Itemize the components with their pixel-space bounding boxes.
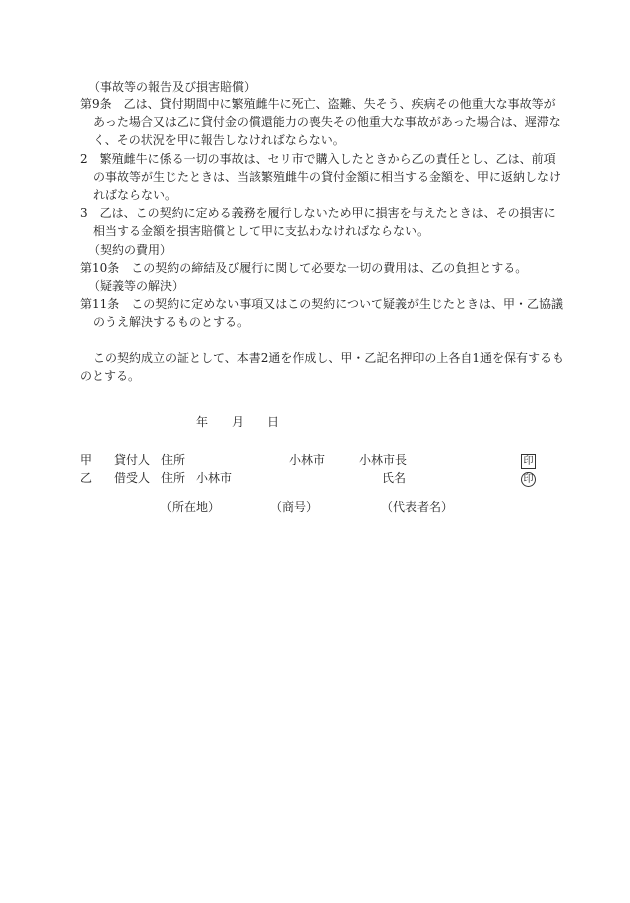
article9-line: あった場合又は乙に貸付金の償還能力の喪失その他重大な事故があった場合は、遅滞な [93, 115, 561, 129]
borrower-address-label: 住所 [161, 471, 186, 485]
borrower-rep-label: （代表者名） [381, 500, 454, 514]
article11-line: 第11条 この契約に定めない事項又はこの契約について疑義が生じたときは、甲・乙協議 [80, 297, 564, 311]
article9-para2-line: ればならない。 [93, 188, 178, 202]
lender-address-label: 住所 [161, 453, 186, 467]
closing-line: のとする。 [80, 369, 141, 383]
borrower-location-label: （所在地） [160, 500, 221, 514]
borrower-party: 乙 [80, 471, 93, 485]
borrower-trade-label: （商号） [270, 500, 319, 514]
borrower-name-label: 氏名 [382, 471, 407, 485]
lender-party: 甲 [80, 453, 93, 467]
article9-para2-line: 2 繁殖雌牛に係る一切の事故は、セリ市で購入したときから乙の責任とし、乙は、前項 [80, 152, 556, 166]
lender-city: 小林市 [289, 453, 326, 467]
borrower-seal: 印 [521, 472, 536, 487]
lender-role: 貸付人 [114, 453, 151, 467]
article10-line: 第10条 この契約の締結及び履行に関して必要な一切の費用は、乙の負担とする。 [80, 261, 528, 275]
borrower-city: 小林市 [196, 471, 233, 485]
article9-heading: （事故等の報告及び損害賠償） [88, 80, 257, 94]
date-month: 月 [232, 415, 245, 429]
lender-seal: 印 [521, 454, 536, 469]
date-day: 日 [267, 415, 280, 429]
article9-para3-line: 3 乙は、この契約に定める義務を履行しないため甲に損害を与えたときは、その損害に [80, 206, 556, 220]
date-year: 年 [196, 415, 209, 429]
borrower-role: 借受人 [114, 471, 151, 485]
article11-heading: （疑義等の解決） [88, 279, 185, 293]
closing-line: この契約成立の証として、本書2通を作成し、甲・乙記名押印の上各自1通を保有するも [93, 351, 565, 365]
article10-heading: （契約の費用） [88, 243, 173, 257]
lender-name: 小林市長 [359, 453, 408, 467]
article9-line: く、その状況を甲に報告しなければならない。 [93, 133, 345, 147]
article9-line: 第9条 乙は、貸付期間中に繁殖雌牛に死亡、盗難、失そう、疾病その他重大な事故等が [80, 97, 556, 111]
article9-para3-line: 相当する金額を損害賠償として甲に支払わなければならない。 [93, 224, 430, 238]
article11-line: のうえ解決するものとする。 [93, 315, 250, 329]
article9-para2-line: の事故等が生じたときは、当該繁殖雌牛の貸付金額に相当する金額を、甲に返納しなけ [93, 170, 562, 184]
